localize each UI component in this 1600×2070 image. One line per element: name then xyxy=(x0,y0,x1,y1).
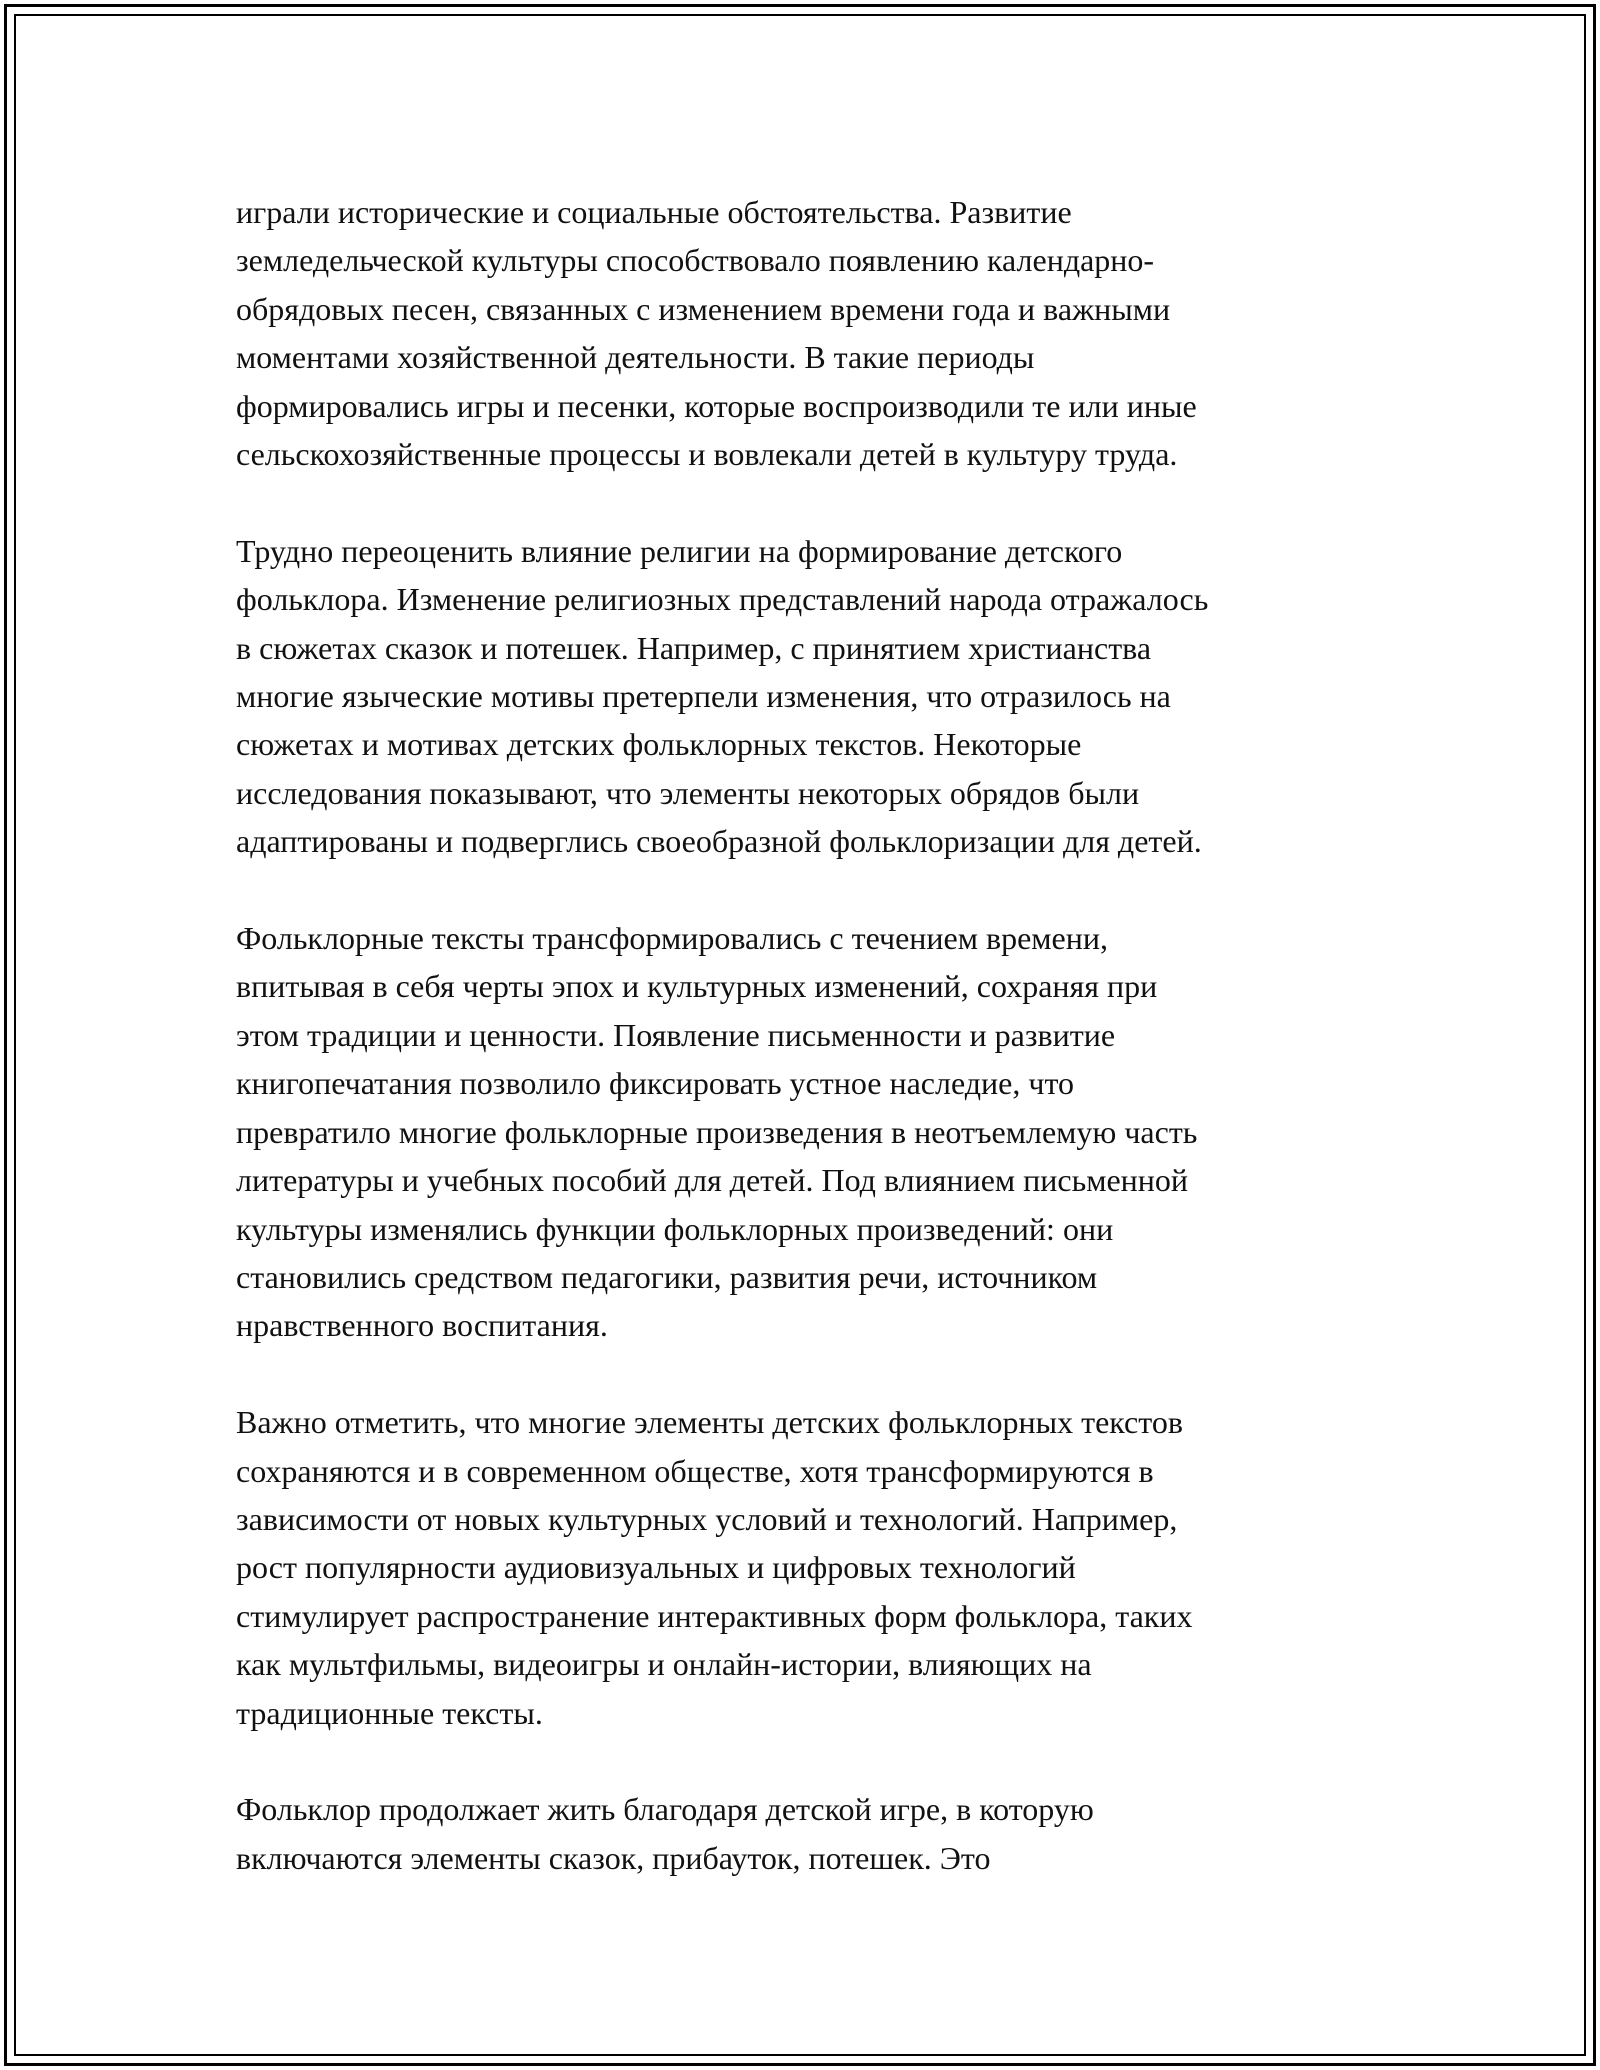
document-body xyxy=(236,188,1436,1882)
text-line: книгопечатания позволило фиксировать устное наследие, что xyxy=(236,1065,1074,1102)
text-line: включаются элементы сказок, прибауток, потешек. Это xyxy=(236,1839,991,1876)
paragraph-1 xyxy=(236,188,1436,478)
text-line: зависимости от новых культурных условий и технологий. Например, xyxy=(236,1500,1178,1537)
text-line: нравственного воспитания. xyxy=(236,1307,608,1344)
text-line: стимулирует распространение интерактивных форм фольклора, таких xyxy=(236,1597,1193,1634)
text-line: в сюжетах сказок и потешек. Например, с принятием христианства xyxy=(236,629,1152,666)
text-line: моментами хозяйственной деятельности. В такие периоды xyxy=(236,339,1035,376)
paragraph-3 xyxy=(236,914,1436,1350)
text-line: Фольклор продолжает жить благодаря детской игре, в которую xyxy=(236,1791,1094,1828)
text-line: культуры изменялись функции фольклорных произведений: они xyxy=(236,1210,1114,1247)
text-line: сюжетах и мотивах детских фольклорных текстов. Некоторые xyxy=(236,726,1082,763)
text-line: исследования показывают, что элементы некоторых обрядов были xyxy=(236,774,1140,811)
text-line: становились средством педагогики, развития речи, источником xyxy=(236,1258,1098,1295)
text-line: Фольклорные тексты трансформировались с течением времени, xyxy=(236,920,1108,957)
paragraph-2 xyxy=(236,527,1436,866)
text-line: фольклора. Изменение религиозных представлений народа отражалось xyxy=(236,581,1209,618)
text-line: Трудно переоценить влияние религии на формирование детского xyxy=(236,532,1123,569)
text-line: адаптированы и подверглись своеобразной фольклоризации для детей. xyxy=(236,823,1202,860)
text-line: земледельческой культуры способствовало появлению календарно- xyxy=(236,242,1155,279)
text-line: формировались игры и песенки, которые воспроизводили те или иные xyxy=(236,387,1197,424)
text-line: литературы и учебных пособий для детей. Под влиянием письменной xyxy=(236,1162,1189,1199)
text-line: многие языческие мотивы претерпели изменения, что отразилось на xyxy=(236,678,1171,715)
text-line: превратило многие фольклорные произведения в неотъемлемую часть xyxy=(236,1113,1198,1150)
text-line: Важно отметить, что многие элементы детских фольклорных текстов xyxy=(236,1404,1183,1441)
text-line: сохраняются и в современном обществе, хотя трансформируются в xyxy=(236,1452,1154,1489)
text-line: традиционные тексты. xyxy=(236,1694,543,1731)
text-line: этом традиции и ценности. Появление письменности и развитие xyxy=(236,1016,1116,1053)
text-line: играли исторические и социальные обстоятельства. Развитие xyxy=(236,194,1072,230)
paragraph-4 xyxy=(236,1398,1436,1737)
text-line: впитывая в себя черты эпох и культурных изменений, сохраняя при xyxy=(236,968,1158,1005)
paragraph-5 xyxy=(236,1785,1436,1882)
text-line: сельскохозяйственные процессы и вовлекали детей в культуру труда. xyxy=(236,436,1178,473)
text-line: рост популярности аудиовизуальных и цифровых технологий xyxy=(236,1549,1076,1586)
text-line: как мультфильмы, видеоигры и онлайн-истории, влияющих на xyxy=(236,1646,1092,1683)
text-line: обрядовых песен, связанных с изменением времени года и важными xyxy=(236,290,1171,327)
